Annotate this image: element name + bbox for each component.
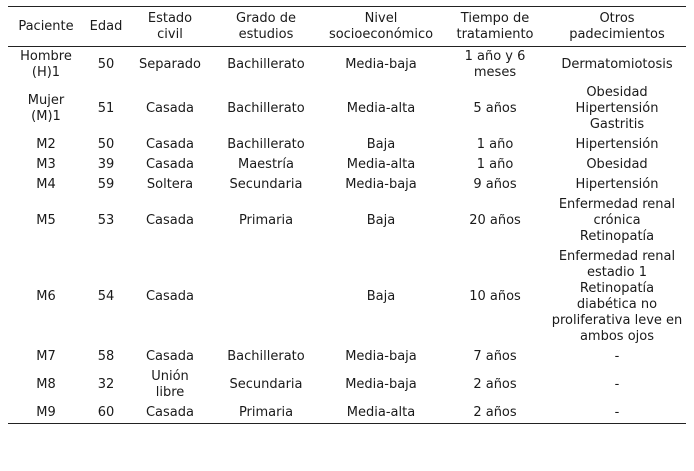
cell-socioeconomic: Media-alta <box>346 405 416 420</box>
table-row <box>8 47 686 84</box>
cell-treatment-time: 5 años <box>473 101 517 116</box>
cell-treatment-time: 2 años <box>473 405 517 420</box>
cell-marital-status: Unión libre <box>151 369 189 400</box>
header-other-conditions: Otros padecimientos <box>569 11 665 42</box>
header-treatment-time: Tiempo de tratamiento <box>456 11 534 42</box>
cell-education: Secundaria <box>229 177 303 192</box>
table-row <box>8 195 686 247</box>
cell-age: 39 <box>97 157 115 172</box>
table-row <box>8 135 686 155</box>
cell-socioeconomic: Baja <box>366 213 396 228</box>
table-row <box>8 175 686 195</box>
cell-education: Bachillerato <box>227 101 305 116</box>
cell-marital-status: Soltera <box>146 177 194 192</box>
table-header <box>8 7 686 47</box>
cell-treatment-time: 9 años <box>473 177 517 192</box>
table-row <box>8 367 686 403</box>
cell-patient: M7 <box>36 349 56 364</box>
cell-treatment-time: 1 año <box>476 137 514 152</box>
cell-education: Secundaria <box>229 377 303 392</box>
cell-education: Bachillerato <box>227 349 305 364</box>
header-age: Edad <box>89 19 123 34</box>
cell-socioeconomic: Media-baja <box>345 177 417 192</box>
cell-age: 50 <box>97 57 115 72</box>
cell-patient: M4 <box>36 177 56 192</box>
cell-treatment-time: 7 años <box>473 349 517 364</box>
cell-other-conditions: Enfermedad renal crónica Retinopatía <box>558 197 676 244</box>
cell-socioeconomic: Baja <box>366 137 396 152</box>
cell-treatment-time: 20 años <box>469 213 521 228</box>
cell-age: 60 <box>97 405 115 420</box>
cell-other-conditions: Obesidad Hipertensión Gastritis <box>575 85 659 132</box>
table-row <box>8 83 686 135</box>
patients-table <box>8 6 686 424</box>
cell-age: 50 <box>97 137 115 152</box>
cell-marital-status: Casada <box>145 289 194 304</box>
cell-socioeconomic: Baja <box>366 289 396 304</box>
cell-marital-status: Separado <box>139 57 201 72</box>
table-row <box>8 347 686 367</box>
cell-treatment-time: 1 año y 6 meses <box>464 49 526 80</box>
cell-patient: M3 <box>36 157 56 172</box>
cell-education: Bachillerato <box>227 137 305 152</box>
cell-socioeconomic: Media-baja <box>345 57 417 72</box>
cell-marital-status: Casada <box>145 137 194 152</box>
cell-patient: Hombre (H)1 <box>20 49 72 80</box>
cell-marital-status: Casada <box>145 213 194 228</box>
cell-socioeconomic: Media-baja <box>345 377 417 392</box>
patients-table-container <box>8 6 686 424</box>
cell-other-conditions: Obesidad <box>586 157 648 172</box>
header-row <box>8 7 686 47</box>
cell-marital-status: Casada <box>145 101 194 116</box>
cell-marital-status: Casada <box>145 405 194 420</box>
cell-patient: M5 <box>36 213 56 228</box>
header-education: Grado de estudios <box>236 11 296 42</box>
cell-patient: M9 <box>36 405 56 420</box>
cell-age: 53 <box>97 213 115 228</box>
table-row <box>8 247 686 347</box>
cell-marital-status: Casada <box>145 157 194 172</box>
cell-age: 51 <box>97 101 115 116</box>
cell-treatment-time: 1 año <box>476 157 514 172</box>
cell-education: Bachillerato <box>227 57 305 72</box>
cell-education: Primaria <box>238 213 294 228</box>
cell-education: Primaria <box>238 405 294 420</box>
cell-socioeconomic: Media-alta <box>346 101 416 116</box>
cell-marital-status: Casada <box>145 349 194 364</box>
cell-other-conditions: - <box>614 349 620 364</box>
cell-patient: M2 <box>36 137 56 152</box>
header-patient: Paciente <box>18 19 74 34</box>
cell-age: 58 <box>97 349 115 364</box>
cell-other-conditions: Dermatomiotosis <box>561 57 673 72</box>
cell-other-conditions: - <box>614 405 620 420</box>
header-marital-status: Estado civil <box>147 11 193 42</box>
cell-treatment-time: 2 años <box>473 377 517 392</box>
cell-age: 54 <box>97 289 115 304</box>
cell-other-conditions: Hipertensión <box>575 137 659 152</box>
cell-other-conditions: Hipertensión <box>575 177 659 192</box>
table-body <box>8 47 686 424</box>
cell-age: 59 <box>97 177 115 192</box>
cell-education <box>212 247 320 347</box>
cell-patient: M8 <box>36 377 56 392</box>
cell-treatment-time: 10 años <box>469 289 521 304</box>
table-row <box>8 155 686 175</box>
cell-other-conditions: - <box>614 377 620 392</box>
cell-patient: M6 <box>36 289 56 304</box>
cell-socioeconomic: Media-baja <box>345 349 417 364</box>
cell-socioeconomic: Media-alta <box>346 157 416 172</box>
cell-age: 32 <box>97 377 115 392</box>
cell-other-conditions: Enfermedad renal estadio 1 Retinopatía diabética no proliferativa leve en ambos ojos <box>551 249 683 344</box>
table-row <box>8 403 686 424</box>
cell-education: Maestría <box>238 157 294 172</box>
header-socioeconomic: Nivel socioeconómico <box>328 11 434 42</box>
cell-patient: Mujer (M)1 <box>27 93 65 124</box>
